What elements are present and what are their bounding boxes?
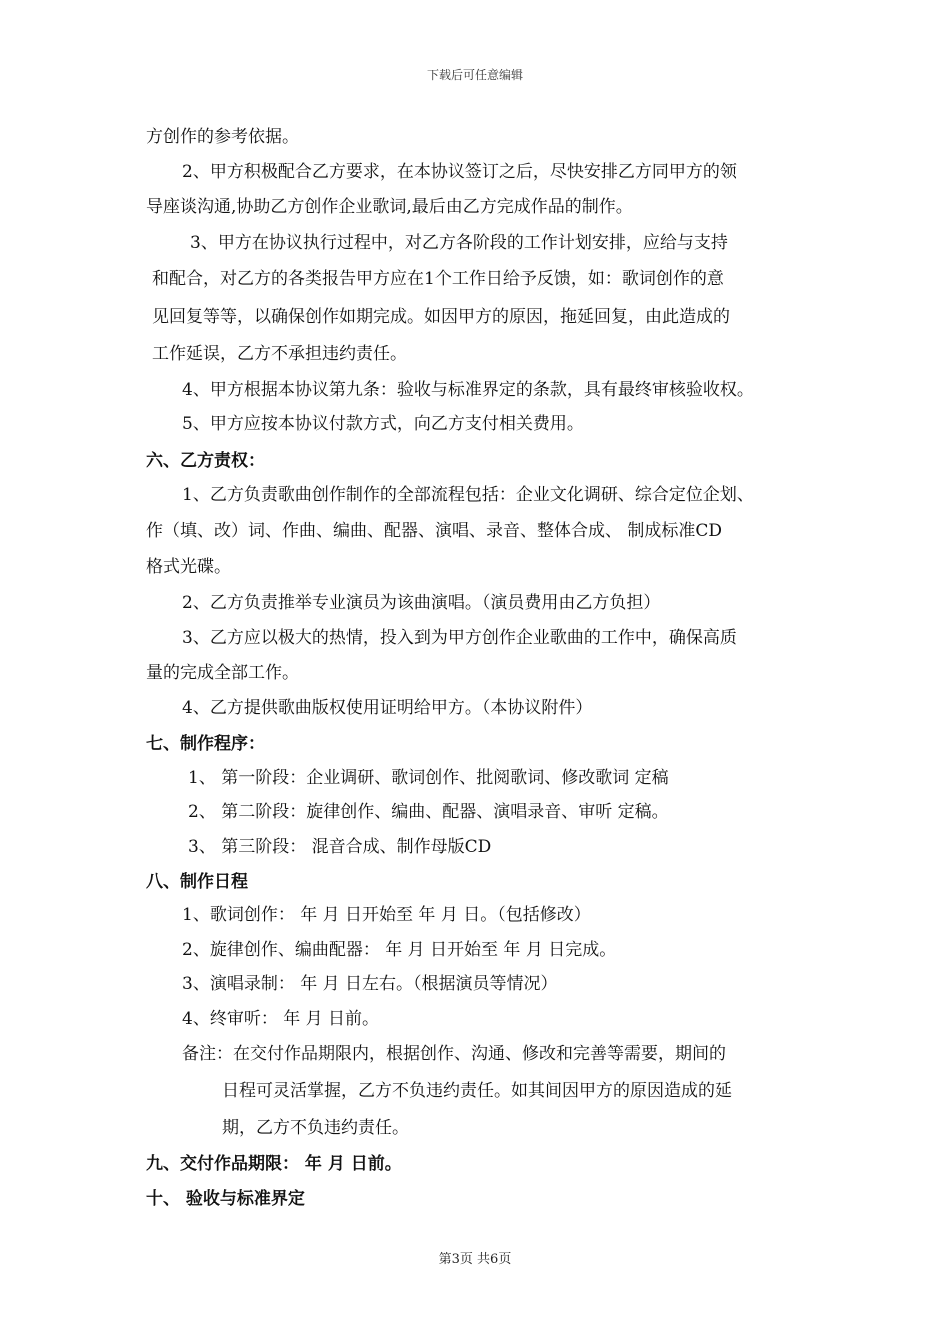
text-line: 3、甲方在协议执行过程中，对乙方各阶段的工作计划安排，应给与支持 [190,233,728,253]
text-line: 方创作的参考依据。 [146,127,299,147]
section-heading: 七、制作程序： [146,734,265,754]
section-heading: 八、制作日程 [146,872,248,892]
text-line: 量的完成全部工作。 [146,663,299,683]
text-line: 2、旋律创作、编曲配器： 年 月 日开始至 年 月 日完成。 [182,940,617,960]
text-line: 2、乙方负责推举专业演员为该曲演唱。（演员费用由乙方负担） [182,593,661,613]
text-line: 2、 第二阶段：旋律创作、编曲、配器、演唱录音、审听 定稿。 [188,802,669,822]
text-line: 4、终审听： 年 月 日前。 [182,1009,380,1029]
text-line: 3、 第三阶段： 混音合成、制作母版CD [188,837,492,857]
text-line: 5、甲方应按本协议付款方式，向乙方支付相关费用。 [182,414,584,434]
page-footer: 第3页 共6页 [438,1252,512,1267]
text-line: 1、 第一阶段：企业调研、歌词创作、批阅歌词、修改歌词 定稿 [188,768,669,788]
text-line: 1、乙方负责歌曲创作制作的全部流程包括：企业文化调研、综合定位企划、 [182,485,754,505]
text-line: 4、乙方提供歌曲版权使用证明给甲方。（本协议附件） [182,698,593,718]
text-line: 导座谈沟通,协助乙方创作企业歌词,最后由乙方完成作品的制作。 [146,197,633,217]
text-line: 工作延误，乙方不承担违约责任。 [152,344,407,364]
text-line: 3、演唱录制： 年 月 日左右。（根据演员等情况） [182,974,558,994]
text-line: 4、甲方根据本协议第九条：验收与标准界定的条款，具有最终审核验收权。 [182,380,754,400]
text-line: 日程可灵活掌握，乙方不负违约责任。如其间因甲方的原因造成的延 [222,1081,732,1101]
text-line: 作（填、改）词、作曲、编曲、配器、演唱、录音、整体合成、 制成标准CD [146,521,723,541]
text-line: 和配合，对乙方的各类报告甲方应在1个工作日给予反馈，如：歌词创作的意 [152,269,724,289]
text-line: 备注：在交付作品期限内，根据创作、沟通、修改和完善等需要，期间的 [182,1044,726,1064]
section-heading: 九、交付作品期限： 年 月 日前。 [146,1154,402,1174]
text-line: 1、歌词创作： 年 月 日开始至 年 月 日。（包括修改） [182,905,591,925]
section-heading: 十、 验收与标准界定 [146,1189,305,1209]
page-header: 下载后可任意编辑 [426,68,523,82]
section-heading: 六、乙方责权： [146,451,265,471]
text-line: 3、乙方应以极大的热情，投入到为甲方创作企业歌曲的工作中，确保高质 [182,628,737,648]
text-line: 格式光碟。 [146,557,231,577]
text-line: 期，乙方不负违约责任。 [222,1118,409,1138]
text-line: 见回复等等，以确保创作如期完成。如因甲方的原因，拖延回复，由此造成的 [152,307,730,327]
text-line: 2、甲方积极配合乙方要求，在本协议签订之后，尽快安排乙方同甲方的领 [182,162,737,182]
